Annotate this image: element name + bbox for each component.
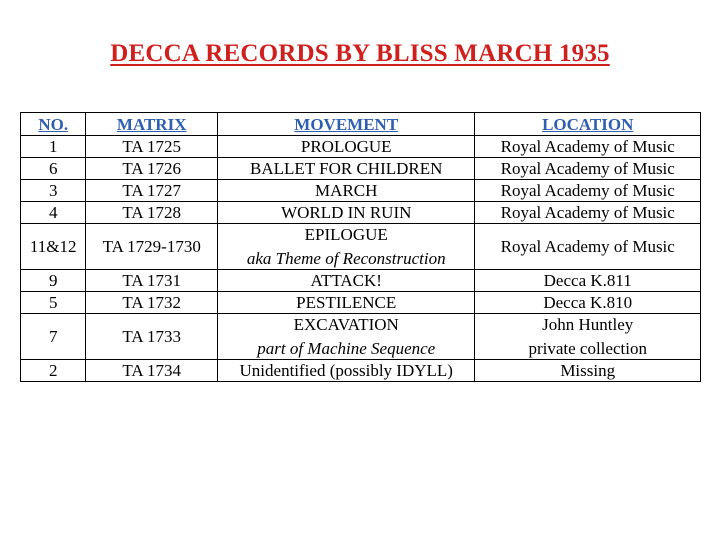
cell-no: 7 (21, 314, 86, 360)
cell-location: Royal Academy of Music (475, 224, 701, 270)
movement-title: EXCAVATION (293, 315, 399, 334)
cell-location: Decca K.811 (475, 270, 701, 292)
location-note: private collection (528, 339, 647, 358)
movement-note: aka Theme of Reconstruction (246, 249, 446, 268)
cell-no: 11&12 (21, 224, 86, 270)
cell-location: Decca K.810 (475, 292, 701, 314)
table-row (21, 360, 701, 382)
cell-movement (218, 224, 475, 270)
table-row (21, 314, 701, 360)
cell-matrix: TA 1733 (86, 314, 218, 360)
cell-location: Royal Academy of Music (475, 158, 701, 180)
cell-matrix: TA 1734 (86, 360, 218, 382)
cell-movement (218, 314, 475, 360)
cell-no: 3 (21, 180, 86, 202)
cell-no: 5 (21, 292, 86, 314)
header-no: NO. (21, 113, 86, 136)
table-header-row (21, 113, 701, 136)
cell-movement: PESTILENCE (218, 292, 475, 314)
cell-matrix: TA 1732 (86, 292, 218, 314)
table-row (21, 224, 701, 270)
cell-movement: WORLD IN RUIN (218, 202, 475, 224)
table-row (21, 136, 701, 158)
header-location: LOCATION (475, 113, 701, 136)
table-row (21, 158, 701, 180)
table-row (21, 180, 701, 202)
cell-location: Missing (475, 360, 701, 382)
movement-title: EPILOGUE (304, 225, 388, 244)
cell-matrix: TA 1726 (86, 158, 218, 180)
cell-matrix: TA 1727 (86, 180, 218, 202)
cell-location (475, 314, 701, 360)
cell-matrix: TA 1728 (86, 202, 218, 224)
cell-location: Royal Academy of Music (475, 180, 701, 202)
movement-note: part of Machine Sequence (257, 339, 436, 358)
cell-movement: Unidentified (possibly IDYLL) (218, 360, 475, 382)
cell-matrix: TA 1725 (86, 136, 218, 158)
cell-movement: PROLOGUE (218, 136, 475, 158)
table-row (21, 292, 701, 314)
cell-no: 9 (21, 270, 86, 292)
page-title: DECCA RECORDS BY BLISS MARCH 1935 (110, 40, 610, 67)
cell-matrix: TA 1729-1730 (86, 224, 218, 270)
cell-movement: BALLET FOR CHILDREN (218, 158, 475, 180)
records-table (20, 112, 701, 382)
table-row (21, 202, 701, 224)
location-name: John Huntley (542, 315, 634, 334)
table-row (21, 270, 701, 292)
cell-movement: ATTACK! (218, 270, 475, 292)
cell-no: 2 (21, 360, 86, 382)
cell-no: 6 (21, 158, 86, 180)
header-movement: MOVEMENT (218, 113, 475, 136)
cell-no: 4 (21, 202, 86, 224)
header-matrix: MATRIX (86, 113, 218, 136)
cell-location: Royal Academy of Music (475, 136, 701, 158)
cell-location: Royal Academy of Music (475, 202, 701, 224)
cell-matrix: TA 1731 (86, 270, 218, 292)
cell-movement: MARCH (218, 180, 475, 202)
cell-no: 1 (21, 136, 86, 158)
